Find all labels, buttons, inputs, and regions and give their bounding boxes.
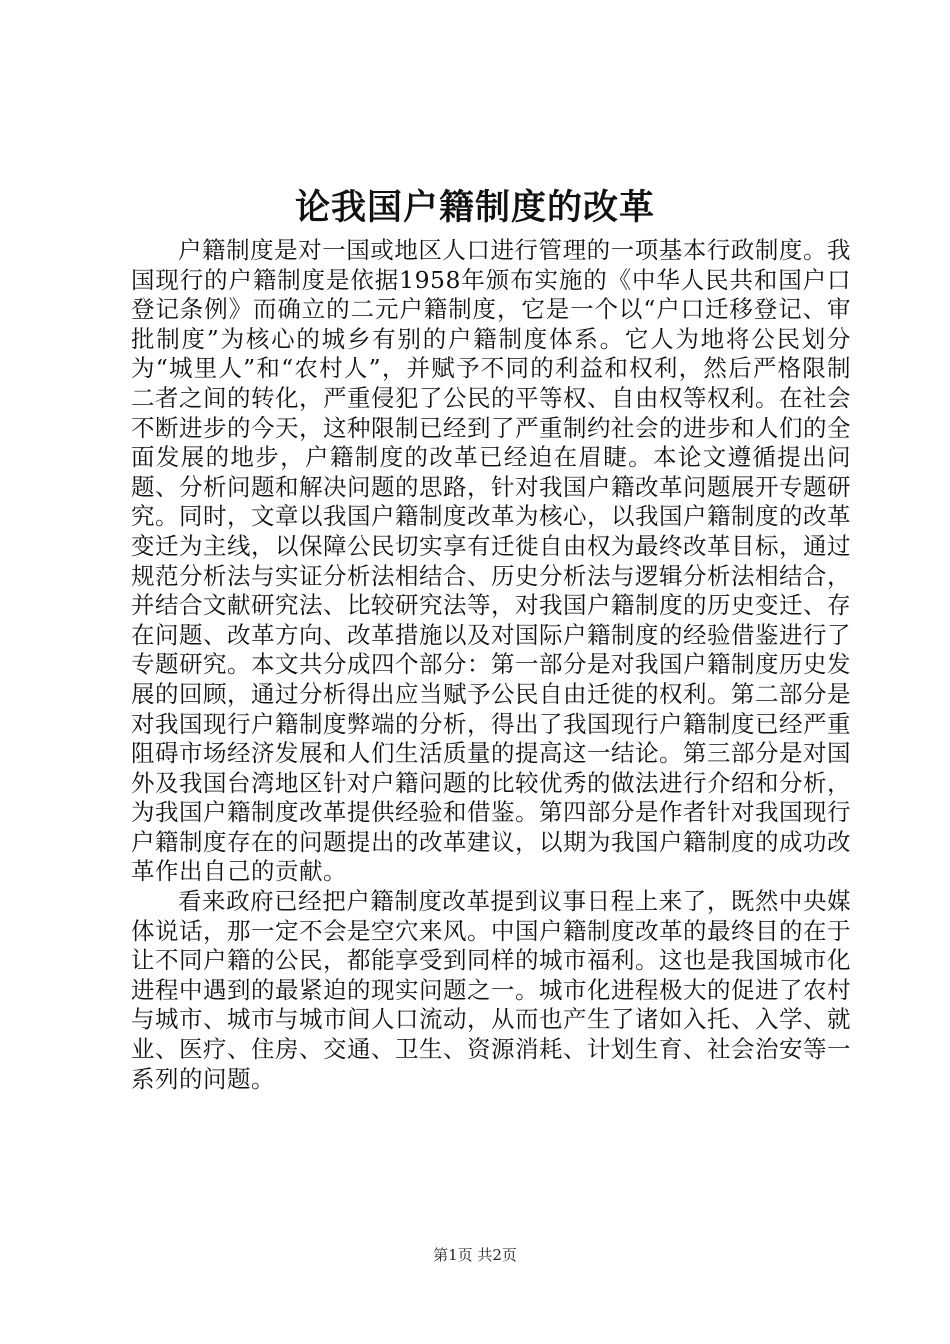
paragraph-1: 户籍制度是对一国或地区人口进行管理的一项基本行政制度。我国现行的户籍制度是依据1958年颁布实施的《中华人民共和国户口登记条例》而确立的二元户籍制度，它是一个以“户口迁移登记、审批制度”为核心的城乡有别的户籍制度体系。它人为地将公民划分为“城里人”和“农村人”，并赋予不同的利益和权利，然后严格限制二者之间的转化，严重侵犯了公民的平等权、自由权等权利。在社会不断进步的今天，这种限制已经到了严重制约社会的进步和人们的全面发展的地步，户籍制度的改革已经迫在眉睫。本论文遵循提出问题、分析问题和解决问题的思路，针对我国户籍改革问题展开专题研究。同时，文章以我国户籍制度改革为核心，以我国户籍制度的改革变迁为主线，以保障公民切实享有迁徙自由权为最终改革目标，通过规范分析法与实证分析法相结合、历史分析法与逻辑分析法相结合，并结合文献研究法、比较研究法等，对我国户籍制度的历史变迁、存在问题、改革方向、改革措施以及对国际户籍制度的经验借鉴进行了专题研究。本文共分成四个部分：第一部分是对我国户籍制度历史发展的回顾，通过分析得出应当赋予公民自由迁徙的权利。第二部分是对我国现行户籍制度弊端的分析，得出了我国现行户籍制度已经严重阻碍市场经济发展和人们生活质量的提高这一结论。第三部分是对国外及我国台湾地区针对户籍问题的比较优秀的做法进行介绍和分析，为我国户籍制度改革提供经验和借鉴。第四部分是作者针对我国现行户籍制度存在的问题提出的改革建议，以期为我国户籍制度的成功改革作出自己的贡献。 (131, 236, 851, 886)
paragraph-2: 看来政府已经把户籍制度改革提到议事日程上来了，既然中央媒体说话，那一定不会是空穴来风。中国户籍制度改革的最终目的在于让不同户籍的公民，都能享受到同样的城市福利。这也是我国城市化进程中遇到的最紧迫的现实问题之一。城市化进程极大的促进了农村与城市、城市与城市间人口流动，从而也产生了诸如入托、入学、就业、医疗、住房、交通、卫生、资源消耗、计划生育、社会治安等一系列的问题。 (131, 887, 851, 1093)
document-body (131, 236, 851, 1094)
page-footer: 第1页 共2页 (433, 1246, 517, 1264)
document-title: 论我国户籍制度的改革 (294, 187, 655, 228)
